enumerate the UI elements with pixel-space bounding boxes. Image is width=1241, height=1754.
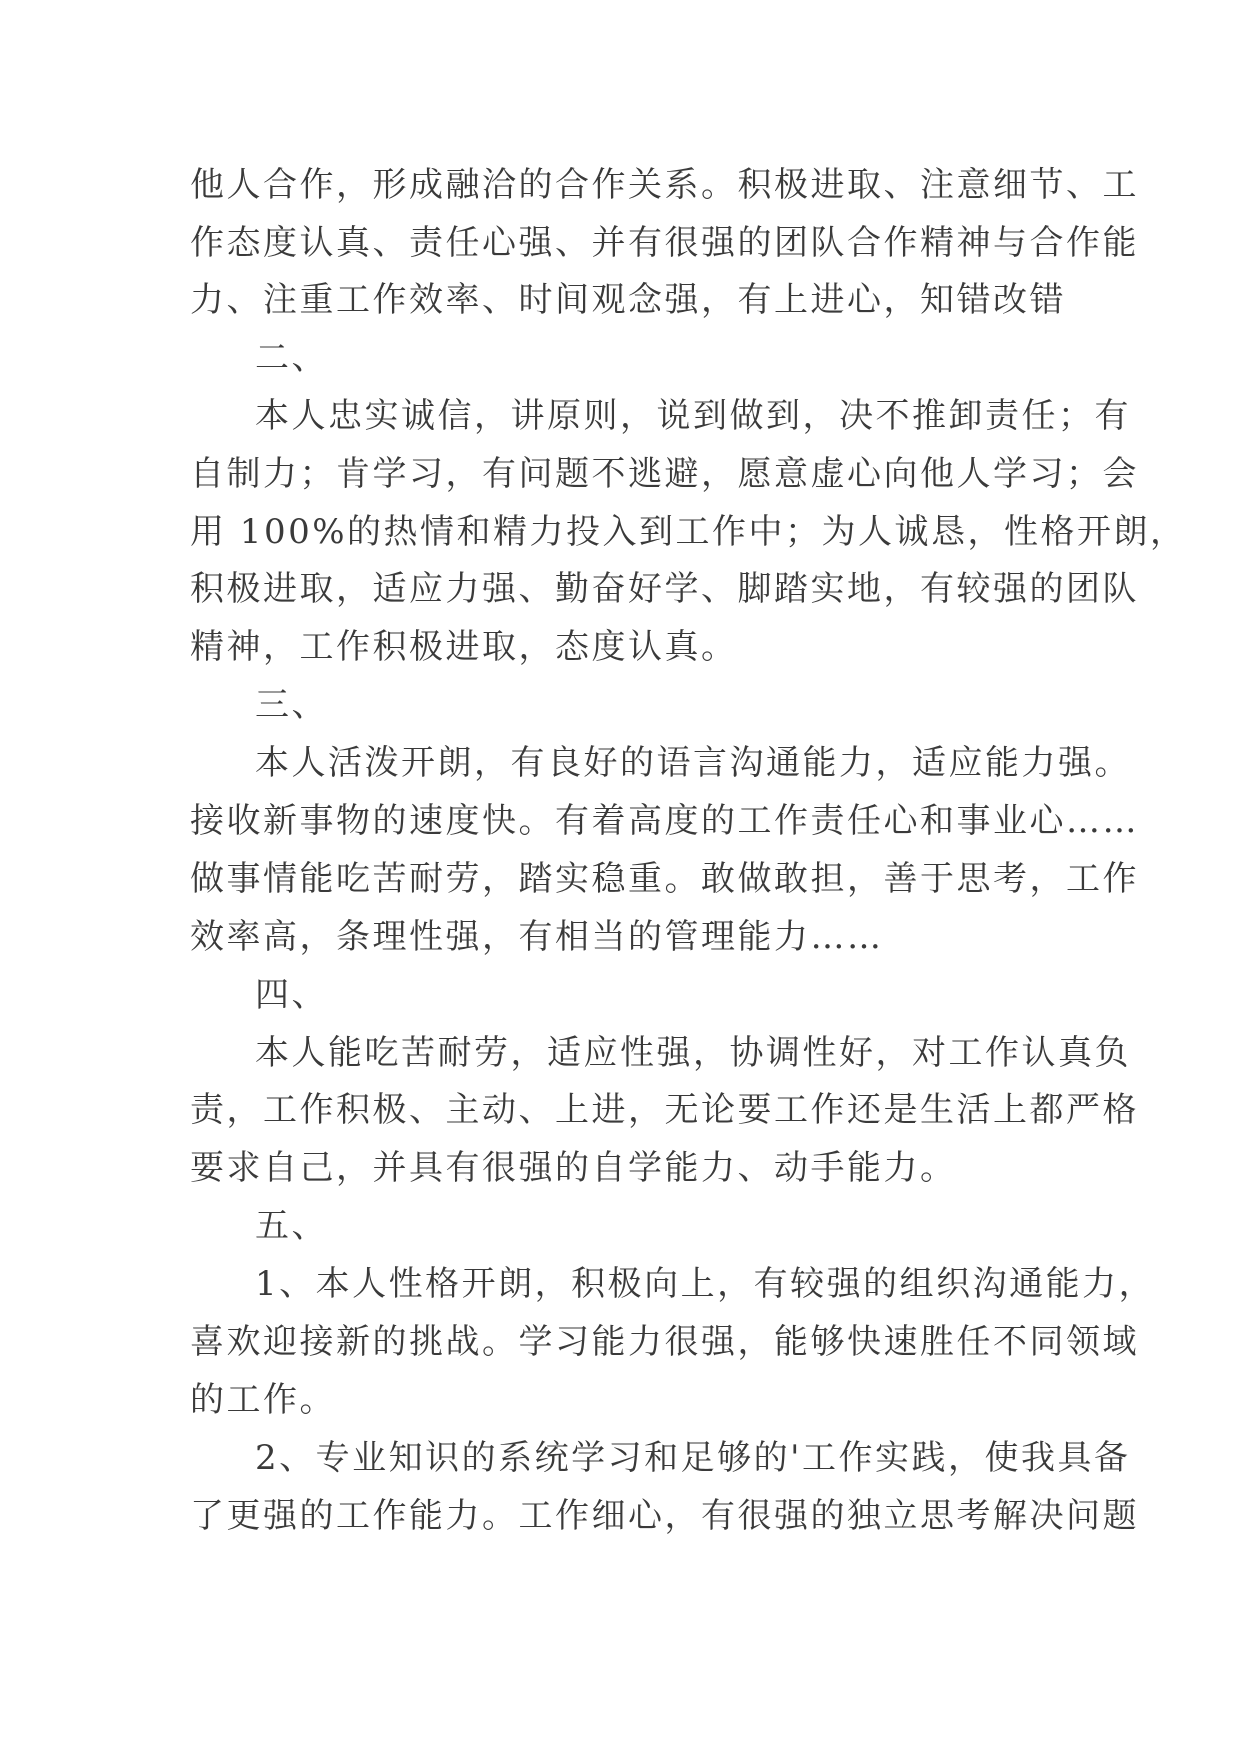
text-line: 做事情能吃苦耐劳，踏实稳重。敢做敢担，善于思考，工作 [190, 859, 1139, 899]
text-line: 本人活泼开朗，有良好的语言沟通能力，适应能力强。 [255, 743, 1131, 783]
section-heading: 五、 [255, 1206, 328, 1246]
text-line: 2、专业知识的系统学习和足够的'工作实践，使我具备 [255, 1438, 1131, 1478]
text-line: 本人能吃苦耐劳，适应性强，协调性好，对工作认真负 [255, 1033, 1131, 1073]
text-line: 要求自己，并具有很强的自学能力、动手能力。 [190, 1148, 957, 1188]
text-line: 积极进取，适应力强、勤奋好学、脚踏实地，有较强的团队 [190, 569, 1139, 609]
section-heading: 四、 [255, 975, 328, 1015]
text-line: 的工作。 [190, 1380, 336, 1420]
text-line: 自制力；肯学习，有问题不逃避，愿意虚心向他人学习；会 [190, 454, 1139, 494]
text-line: 他人合作，形成融洽的合作关系。积极进取、注意细节、工 [190, 165, 1139, 205]
text-line: 接收新事物的速度快。有着高度的工作责任心和事业心…… [190, 801, 1139, 841]
text-line: 1、本人性格开朗，积极向上，有较强的组织沟通能力， [255, 1264, 1156, 1304]
text-line: 用 100%的热情和精力投入到工作中；为人诚恳，性格开朗， [190, 512, 1187, 552]
text-line: 作态度认真、责任心强、并有很强的团队合作精神与合作能 [190, 223, 1139, 263]
text-line: 了更强的工作能力。工作细心，有很强的独立思考解决问题 [190, 1496, 1139, 1536]
section-heading: 二、 [255, 338, 328, 378]
section-heading: 三、 [255, 685, 328, 725]
text-line: 力、注重工作效率、时间观念强，有上进心，知错改错 [190, 280, 1066, 320]
text-line: 效率高，条理性强，有相当的管理能力…… [190, 917, 884, 957]
text-line: 责，工作积极、主动、上进，无论要工作还是生活上都严格 [190, 1090, 1139, 1130]
text-line: 本人忠实诚信，讲原则，说到做到，决不推卸责任；有 [255, 396, 1131, 436]
text-line: 喜欢迎接新的挑战。学习能力很强，能够快速胜任不同领域 [190, 1322, 1139, 1362]
text-line: 精神，工作积极进取，态度认真。 [190, 627, 738, 667]
